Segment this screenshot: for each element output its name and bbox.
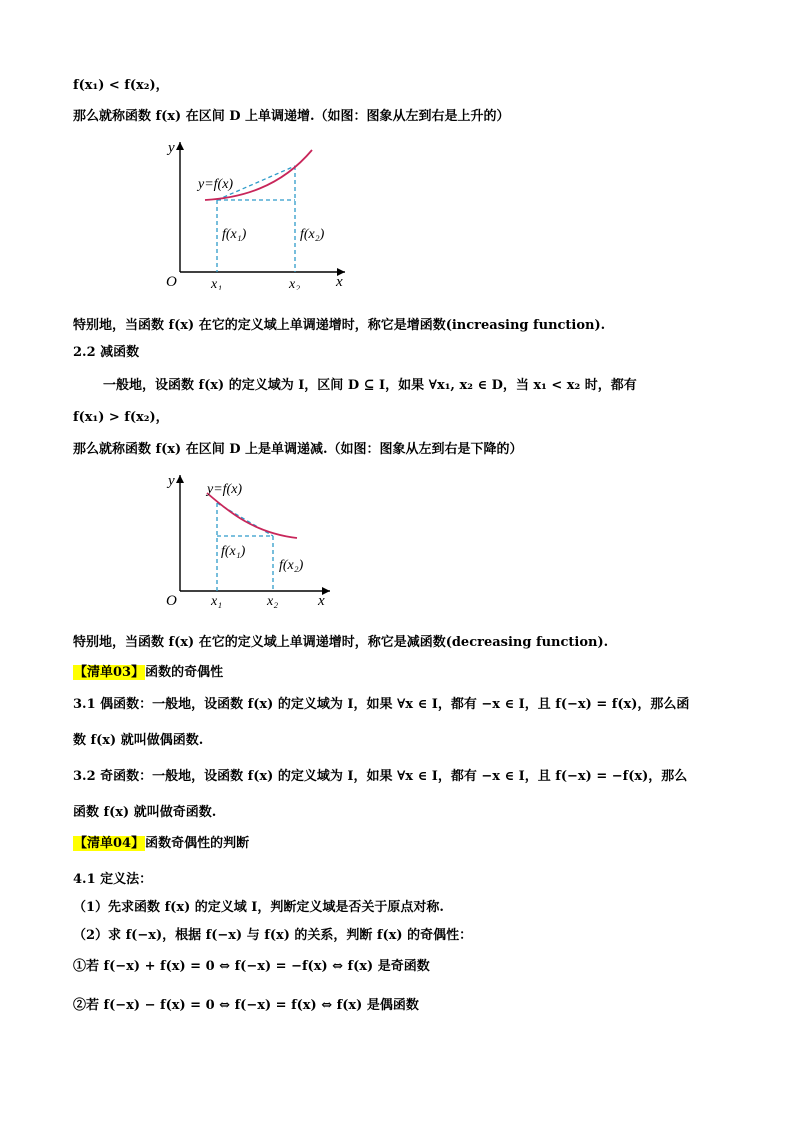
list-04-title: 函数奇偶性的判断 (145, 836, 250, 851)
list-03-title: 函数的奇偶性 (145, 665, 224, 680)
x2-label: x₂ (267, 594, 279, 609)
x-axis-label: x (318, 593, 325, 609)
fx2-label: f(x₂) (300, 227, 325, 242)
section-3-1: 3.1 偶函数：一般地，设函数 f(x) 的定义域为 I，如果 ∀x ∈ I，都有 −x ∈ I，且 f(−x) = f(x)，那么函 (73, 697, 690, 712)
figure-increasing (150, 140, 350, 290)
section-3-2: 3.2 奇函数：一般地，设函数 f(x) 的定义域为 I，如果 ∀x ∈ I，都有 −x ∈ I，且 f(−x) = −f(x)，那么 (73, 769, 688, 784)
curve-label: y=f(x) (198, 177, 234, 192)
condition-decreasing: f(x₁) > f(x₂)， (73, 410, 169, 425)
figure-decreasing (155, 473, 335, 613)
y-axis-label: y (168, 473, 175, 489)
y-axis-label: y (168, 140, 175, 156)
origin-label: O (166, 593, 177, 609)
case-1: ①若 f(−x) + f(x) = 0 ⇔ f(−x) = −f(x) ⇔ f(x) 是奇函数 (73, 959, 430, 974)
x1-label: x₁ (211, 277, 223, 290)
x1-label: x₁ (211, 594, 223, 609)
origin-label: O (166, 274, 177, 290)
definition-increasing: 那么就称函数 f(x) 在区间 D 上单调递增.（如图：图象从左到右是上升的） (73, 109, 510, 124)
decreasing-note: 特别地，当函数 f(x) 在它的定义域上单调递增时，称它是减函数(decreasing function). (73, 635, 609, 650)
definition-decreasing: 那么就称函数 f(x) 在区间 D 上是单调递减.（如图：图象从左到右是下降的） (73, 442, 523, 457)
list-03-heading (73, 663, 223, 683)
curve-label: y=f(x) (207, 482, 243, 497)
section-3-2-cont: 函数 f(x) 就叫做奇函数. (73, 805, 217, 820)
fx2-label: f(x₂) (279, 558, 304, 573)
x-axis-label: x (336, 274, 343, 290)
case-2: ②若 f(−x) − f(x) = 0 ⇔ f(−x) = f(x) ⇔ f(x) 是偶函数 (73, 998, 419, 1013)
step-1: （1）先求函数 f(x) 的定义域 I，判断定义域是否关于原点对称. (73, 900, 444, 915)
step-2: （2）求 f(−x)，根据 f(−x) 与 f(x) 的关系，判断 f(x) 的奇偶性： (73, 928, 473, 943)
condition-increasing: f(x₁) < f(x₂)， (73, 78, 169, 93)
fx1-label: f(x₁) (221, 544, 246, 559)
section-2-2: 2.2 减函数 (73, 345, 140, 360)
section-4-1: 4.1 定义法： (73, 872, 153, 887)
decreasing-paragraph: 一般地，设函数 f(x) 的定义域为 I，区间 D ⊆ I，如果 ∀x₁, x₂ ∈ D，当 x₁ < x₂ 时，都有 (103, 378, 637, 393)
increasing-note: 特别地，当函数 f(x) 在它的定义域上单调递增时，称它是增函数(increasing function). (73, 318, 606, 333)
list-04-heading (73, 834, 249, 854)
fx1-label: f(x₁) (222, 227, 247, 242)
list-03-badge: 【清单03】 (74, 665, 145, 680)
x2-label: x₂ (289, 277, 301, 290)
list-04-badge: 【清单04】 (74, 836, 145, 851)
section-3-1-cont: 数 f(x) 就叫做偶函数. (73, 733, 204, 748)
